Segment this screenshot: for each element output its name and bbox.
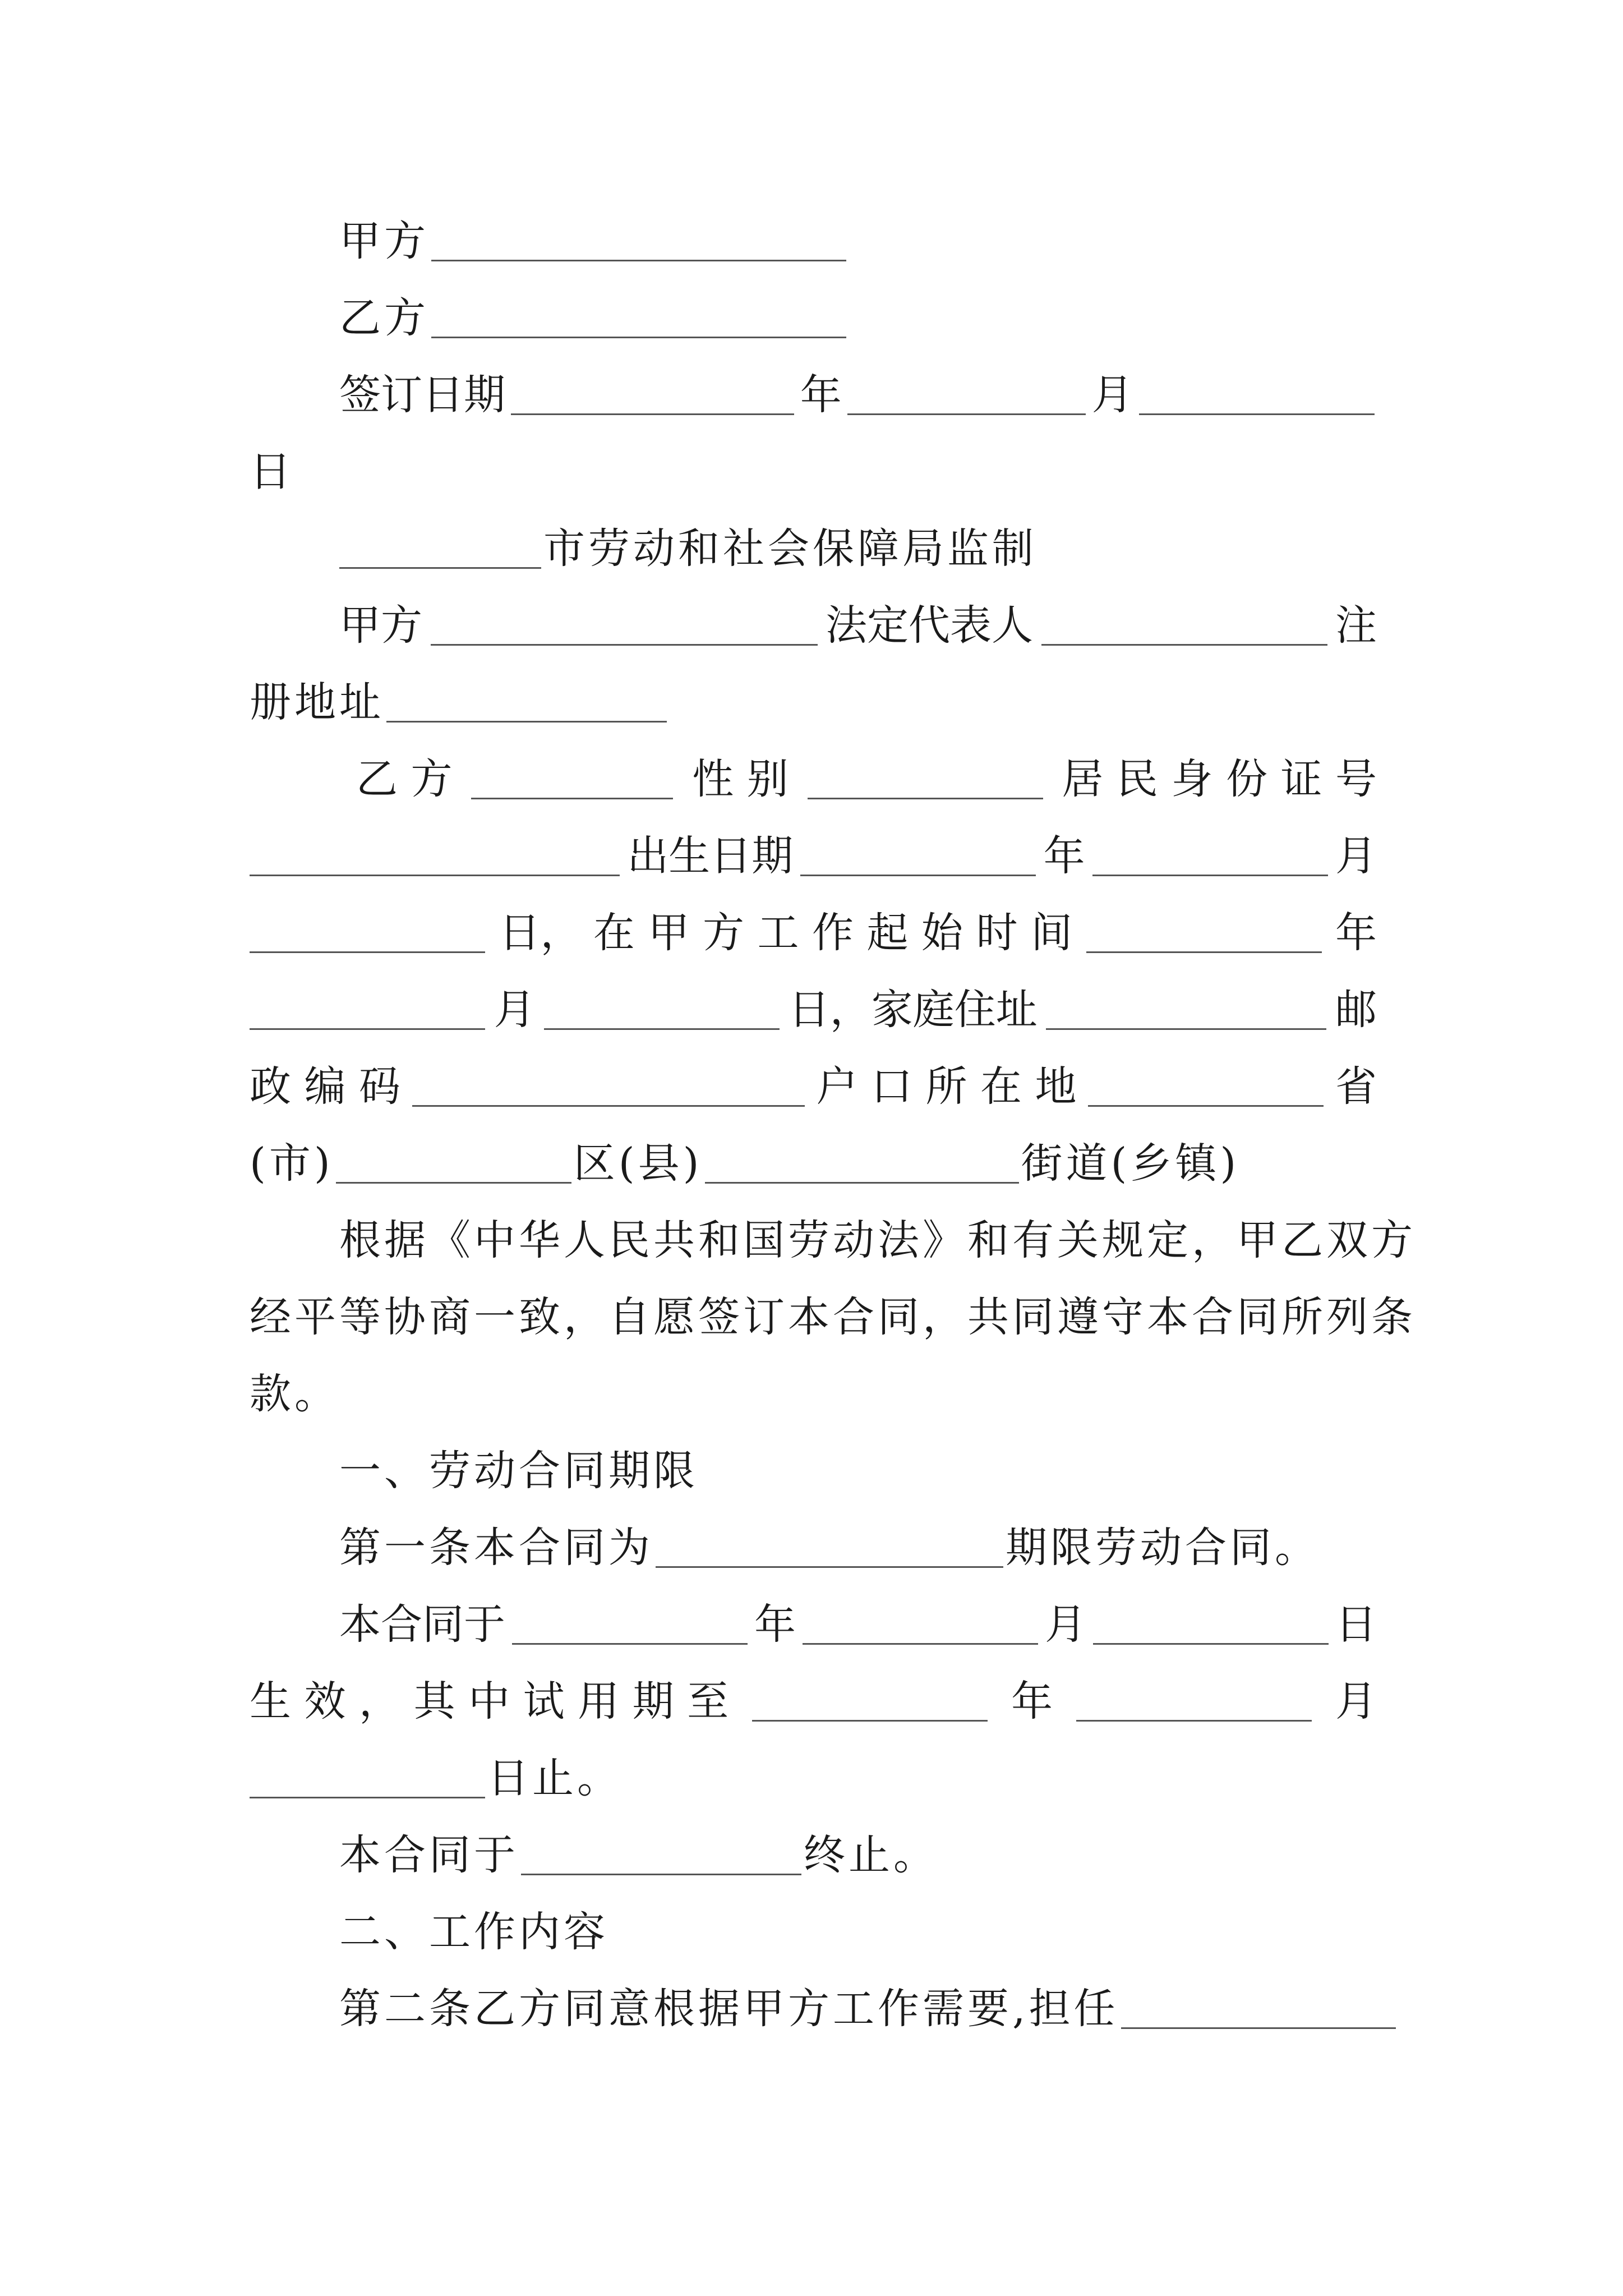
section-2-heading-line	[339, 1904, 1377, 1960]
cover-party-a-line	[339, 213, 1377, 269]
article-2-line	[339, 1981, 1377, 2037]
preamble-text-3: 款。	[250, 1370, 339, 1418]
section-1-heading-line	[339, 1443, 1377, 1499]
address-label: 日，家庭住址	[788, 986, 1038, 1034]
address-line	[250, 982, 1377, 1038]
effective-day-blank[interactable]	[1093, 1604, 1329, 1645]
birth-year-blank[interactable]	[800, 835, 1036, 876]
trial-end-label: 日止。	[487, 1754, 622, 1802]
trial-line	[250, 1673, 1377, 1729]
street-blank[interactable]	[705, 1143, 1019, 1184]
termination-date-blank[interactable]	[521, 1834, 801, 1875]
city-label: (市)	[250, 1139, 334, 1188]
preamble-line-2	[250, 1289, 1416, 1345]
party-a-blank[interactable]	[431, 220, 846, 261]
address-blank[interactable]	[1046, 989, 1326, 1030]
trial-label: 生 效 ， 其 中 试 用 期 至	[250, 1677, 729, 1726]
preamble-line-1	[339, 1212, 1416, 1268]
trial-month-blank[interactable]	[1076, 1681, 1312, 1722]
province-label: 省	[1335, 1062, 1377, 1111]
reg-addr-blank[interactable]	[386, 682, 667, 723]
trial-month-label: 月	[1335, 1677, 1377, 1726]
cover-day-line	[250, 444, 1377, 500]
sign-year-label: 年	[800, 371, 842, 419]
termination-line	[339, 1827, 1377, 1883]
reg-addr-label-2: 册地址	[250, 678, 384, 726]
start-time-label: 在 甲 方 工 作 起 始 时 间	[593, 909, 1073, 957]
effective-year-blank[interactable]	[512, 1604, 748, 1645]
gender-blank[interactable]	[808, 758, 1043, 799]
contract-type-blank[interactable]	[656, 1527, 1003, 1568]
start-year-label: 年	[1335, 909, 1377, 957]
party-b-info-label: 乙 方	[356, 755, 453, 803]
sign-day-blank[interactable]	[1139, 374, 1375, 415]
effective-month-label: 月	[1045, 1600, 1086, 1649]
effective-month-blank[interactable]	[803, 1604, 1038, 1645]
id-no-label: 居 民 身 份 证 号	[1062, 755, 1377, 803]
start-year-blank[interactable]	[1086, 912, 1322, 953]
termination-label: 本合同于	[339, 1831, 519, 1879]
trial-day-blank[interactable]	[250, 1757, 485, 1798]
position-blank[interactable]	[1121, 1988, 1396, 2029]
reg-addr-label-1: 注	[1335, 601, 1377, 650]
street-label: 街道(乡镇)	[1021, 1139, 1240, 1188]
district-blank[interactable]	[336, 1143, 571, 1184]
section-2-heading: 二、工作内容	[339, 1908, 608, 1956]
reg-addr-line	[250, 674, 1377, 730]
birth-day-blank[interactable]	[250, 912, 485, 953]
party-b-label: 乙方	[339, 294, 429, 342]
preamble-text-1: 根据《中华人民共和国劳动法》和有关规定，甲乙双方	[339, 1216, 1416, 1264]
party-b-name-blank[interactable]	[471, 758, 673, 799]
party-a-label: 甲方	[339, 217, 429, 265]
city-blank[interactable]	[339, 528, 541, 569]
article-1-label: 第一条本合同为	[339, 1524, 653, 1572]
cover-party-b-line	[339, 290, 1377, 346]
id-no-blank[interactable]	[250, 835, 620, 876]
province-blank[interactable]	[1088, 1066, 1324, 1107]
trial-year-label: 年	[1011, 1677, 1053, 1726]
birth-date-label: 出生日期	[627, 832, 794, 880]
article-2-label: 第二条乙方同意根据甲方工作需要,担任	[339, 1985, 1119, 2033]
bureau-label: 市劳动和社会保障局监制	[543, 524, 1037, 573]
postal-label-2: 政 编 码	[250, 1062, 401, 1111]
trial-year-blank[interactable]	[752, 1681, 988, 1722]
postal-line	[250, 1059, 1377, 1115]
birth-month-blank[interactable]	[1092, 835, 1328, 876]
party-b-info-line	[356, 751, 1377, 807]
section-1-heading: 一、劳动合同期限	[339, 1447, 698, 1495]
article-1-line	[339, 1520, 1377, 1576]
sign-day-label: 日	[250, 448, 294, 496]
trial-end-line	[250, 1750, 1377, 1806]
party-a-name-blank[interactable]	[431, 605, 818, 646]
district-label: 区(县)	[573, 1139, 703, 1188]
postal-label-1: 邮	[1335, 986, 1377, 1034]
termination-suffix: 终止。	[804, 1831, 938, 1879]
sign-month-blank[interactable]	[847, 374, 1086, 415]
legal-rep-label: 法定代表人	[826, 601, 1033, 650]
birth-day-label: 日，	[499, 909, 582, 957]
start-day-blank[interactable]	[544, 989, 780, 1030]
hukou-detail-line	[250, 1135, 1377, 1191]
start-month-blank[interactable]	[250, 989, 485, 1030]
sign-date-label: 签订日期	[339, 371, 505, 419]
preamble-line-3	[250, 1366, 1377, 1422]
effective-year-label: 年	[754, 1600, 796, 1649]
gender-label: 性 别	[692, 755, 789, 803]
birth-date-line	[250, 828, 1377, 884]
birth-year-label: 年	[1043, 832, 1085, 880]
party-a-info-line	[339, 597, 1377, 654]
sign-year-blank[interactable]	[511, 374, 794, 415]
cover-sign-date-line	[339, 367, 1377, 423]
effective-label: 本合同于	[339, 1600, 505, 1649]
sign-month-label: 月	[1091, 371, 1133, 419]
preamble-text-2: 经平等协商一致，自愿签订本合同，共同遵守本合同所列条	[250, 1293, 1416, 1341]
bureau-line	[339, 521, 1377, 577]
effective-line	[339, 1596, 1377, 1653]
legal-rep-blank[interactable]	[1041, 605, 1327, 646]
effective-day-label: 日	[1335, 1600, 1377, 1649]
hukou-label: 户 口 所 在 地	[816, 1062, 1077, 1111]
party-b-blank[interactable]	[431, 297, 846, 338]
start-month-label: 月	[494, 986, 536, 1034]
start-time-line	[250, 905, 1377, 961]
postal-blank[interactable]	[412, 1066, 805, 1107]
party-a-info-label: 甲方	[339, 601, 422, 650]
article-1-suffix: 期限劳动合同。	[1006, 1524, 1320, 1572]
birth-month-label: 月	[1335, 832, 1377, 880]
